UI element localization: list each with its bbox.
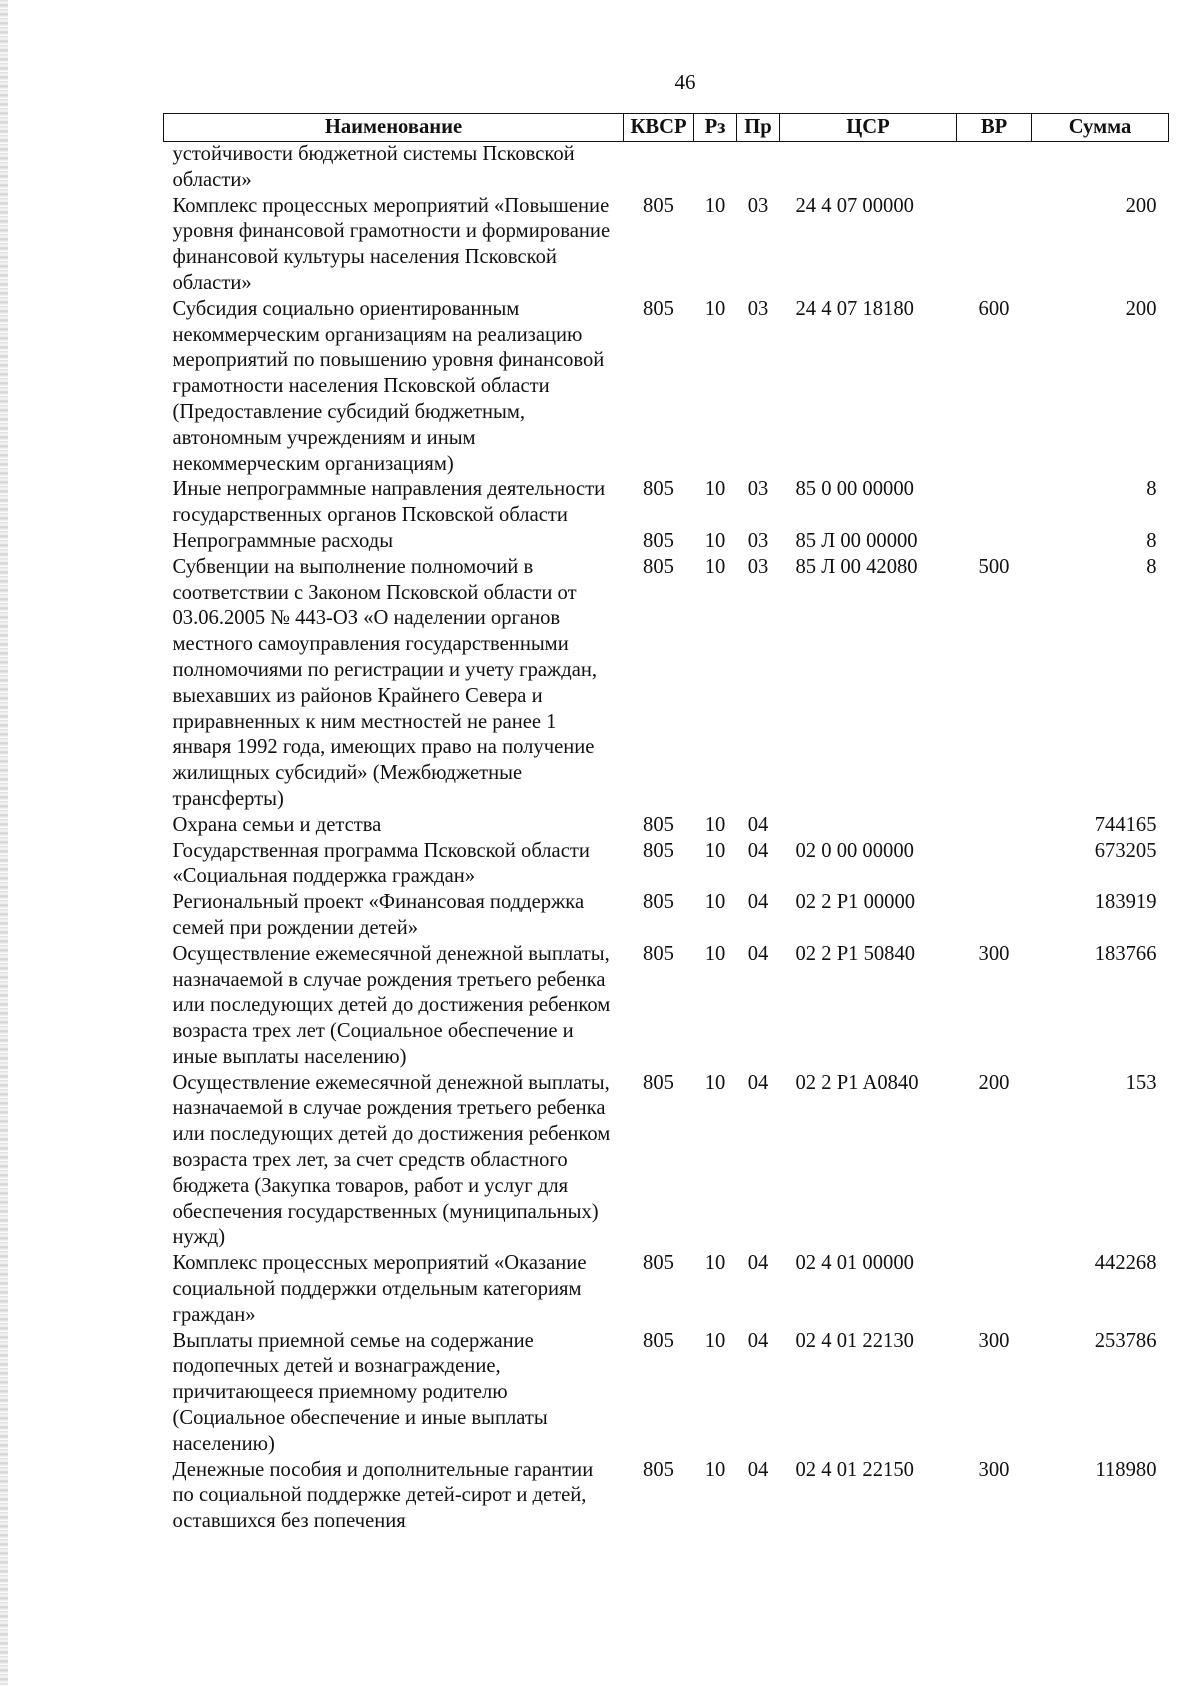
table-row (164, 555, 1169, 813)
row-kvsr: 805 (643, 478, 674, 501)
row-sum: 8 (1146, 529, 1157, 552)
row-sum: 200 (1125, 194, 1157, 217)
row-kvsr: 805 (643, 194, 674, 217)
table-row (164, 477, 1169, 529)
table-row (164, 529, 1169, 555)
row-rz: 10 (704, 1071, 726, 1094)
table-row (164, 839, 1169, 891)
row-vr: 300 (978, 1329, 1010, 1352)
row-pr: 03 (747, 529, 769, 552)
row-csr: 02 2 P1 A0840 (795, 1071, 919, 1094)
row-sum: 673205 (1094, 839, 1157, 862)
row-vr (957, 890, 1032, 942)
header-name: Наименование (164, 114, 624, 142)
row-kvsr: 805 (643, 942, 674, 965)
row-csr: 85 0 00 00000 (795, 478, 914, 501)
row-sum: 153 (1125, 1071, 1157, 1094)
row-name: Охрана семьи и детства (172, 813, 382, 836)
row-name: устойчивости бюджетной системы Псковской области» (172, 143, 575, 191)
row-csr: 02 4 01 22150 (795, 1458, 914, 1481)
row-vr (957, 142, 1032, 194)
row-pr: 04 (747, 1071, 769, 1094)
header-kvsr: КВСР (624, 114, 694, 142)
header-pr: Пр (737, 114, 780, 142)
row-kvsr: 805 (643, 1252, 674, 1275)
row-csr: 02 2 P1 00000 (795, 891, 916, 914)
row-rz: 10 (704, 942, 726, 965)
row-rz: 10 (704, 813, 726, 836)
row-csr: 85 Л 00 42080 (795, 555, 918, 578)
row-rz: 10 (704, 194, 726, 217)
row-vr (957, 1251, 1032, 1328)
row-sum: 200 (1125, 297, 1157, 320)
row-pr: 03 (747, 297, 769, 320)
row-sum: 253786 (1094, 1329, 1157, 1352)
row-pr: 04 (747, 942, 769, 965)
row-name: Комплекс процессных мероприятий «Оказание социальной поддержки отдельным категориям граждан» (172, 1252, 587, 1326)
row-csr (780, 813, 957, 839)
table-body (164, 142, 1169, 1536)
row-vr: 200 (978, 1071, 1010, 1094)
row-rz: 10 (704, 297, 726, 320)
row-kvsr: 805 (643, 1458, 674, 1481)
row-kvsr: 805 (643, 813, 674, 836)
row-name: Иные непрограммные направления деятельности государственных органов Псковской области (172, 478, 606, 527)
row-name: Субсидия социально ориентированным некоммерческим организациям на реализацию мероприятий по повышению уровня финансовой грамотности населения Псковской области (Предоставление субсидий бюджетным, автономным учреждениям и иным некоммерческим организациям) (172, 297, 605, 475)
header-rz: Рз (694, 114, 737, 142)
row-sum: 744165 (1094, 813, 1157, 836)
row-pr: 04 (747, 1252, 769, 1275)
row-csr: 24 4 07 00000 (795, 194, 914, 217)
row-vr (957, 839, 1032, 891)
table-row (164, 142, 1169, 194)
row-pr (737, 142, 780, 194)
row-name: Денежные пособия и дополнительные гарантии по социальной поддержке детей-сирот и детей, оставшихся без попечения (172, 1458, 594, 1533)
row-vr: 300 (978, 942, 1010, 965)
row-name: Субвенции на выполнение полномочий в соответствии с Законом Псковской области от 03.06.2005 № 443-ОЗ «О наделении органов местного самоуправления государственными полномочиями по регистрации и учету граждан, выехавших из районов Крайнего Севера и приравненных к ним местностей не ранее 1 января 1992 года, имеющих право на получение жилищных субсидий» (Межбюджетные трансферты) (172, 555, 598, 810)
row-name: Региональный проект «Финансовая поддержка семей при рождении детей» (172, 891, 585, 939)
row-name: Осуществление ежемесячной денежной выплаты, назначаемой в случае рождения третьего ребенка или последующих детей до достижения ребенком возраста трех лет, за счет средств областного бюджета (Закупка товаров, работ и услуг для обеспечения государственных (муниципальных) нужд) (172, 1071, 611, 1249)
row-rz (694, 142, 737, 194)
row-vr (957, 477, 1032, 529)
table-row (164, 1251, 1169, 1328)
row-pr: 04 (747, 813, 769, 836)
table-row (164, 1458, 1169, 1535)
header-sum: Сумма (1032, 114, 1169, 142)
page-number: 46 (674, 70, 696, 94)
row-rz: 10 (704, 1329, 726, 1352)
row-pr: 04 (747, 1329, 769, 1352)
row-csr: 02 4 01 22130 (795, 1329, 914, 1352)
row-csr: 02 4 01 00000 (795, 1252, 914, 1275)
row-rz: 10 (704, 1252, 726, 1275)
row-name: Непрограммные расходы (172, 529, 394, 552)
header-csr: ЦСР (780, 114, 957, 142)
row-sum: 8 (1146, 478, 1157, 501)
row-rz: 10 (704, 529, 726, 552)
budget-table (163, 113, 1169, 1535)
row-sum: 8 (1146, 555, 1157, 578)
row-rz: 10 (704, 891, 726, 914)
row-kvsr: 805 (643, 529, 674, 552)
row-name: Комплекс процессных мероприятий «Повышение уровня финансовой грамотности и формирование финансовой культуры населения Псковской области» (172, 194, 611, 294)
row-rz: 10 (704, 839, 726, 862)
table-row (164, 890, 1169, 942)
row-pr: 04 (747, 1458, 769, 1481)
row-sum: 183919 (1094, 891, 1157, 914)
table-row (164, 942, 1169, 1071)
row-pr: 04 (747, 891, 769, 914)
row-csr (780, 142, 957, 194)
row-kvsr (624, 142, 694, 194)
row-csr: 85 Л 00 00000 (795, 529, 918, 552)
row-kvsr: 805 (643, 1071, 674, 1094)
row-csr: 02 2 P1 50840 (795, 942, 916, 965)
row-name: Государственная программа Псковской области «Социальная поддержка граждан» (172, 839, 590, 888)
row-sum: 118980 (1095, 1458, 1157, 1481)
row-pr: 04 (747, 839, 769, 862)
row-csr: 24 4 07 18180 (795, 297, 914, 320)
row-vr (957, 194, 1032, 297)
row-kvsr: 805 (643, 1329, 674, 1352)
row-pr: 03 (747, 194, 769, 217)
table-row (164, 813, 1169, 839)
row-sum: 442268 (1094, 1252, 1157, 1275)
scan-edge-artifact (0, 0, 8, 1686)
table-row (164, 1329, 1169, 1458)
row-kvsr: 805 (643, 839, 674, 862)
table-row (164, 1071, 1169, 1252)
row-vr: 500 (978, 555, 1010, 578)
row-vr (957, 529, 1032, 555)
row-pr: 03 (747, 555, 769, 578)
table-row (164, 297, 1169, 478)
header-vr: ВР (957, 114, 1032, 142)
row-kvsr: 805 (643, 891, 674, 914)
row-name: Выплаты приемной семье на содержание подопечных детей и вознаграждение, причитающееся приемному родителю (Социальное обеспечение и иные выплаты населению) (172, 1329, 548, 1455)
table-row (164, 194, 1169, 297)
row-name: Осуществление ежемесячной денежной выплаты, назначаемой в случае рождения третьего ребенка или последующих детей до достижения ребенком возраста трех лет (Социальное обеспечение и иные выплаты населению) (172, 942, 611, 1068)
row-vr: 300 (978, 1458, 1010, 1481)
row-rz: 10 (704, 478, 726, 501)
row-vr: 600 (978, 297, 1010, 320)
table-header-row (164, 114, 1169, 142)
row-rz: 10 (704, 1458, 726, 1481)
row-vr (957, 813, 1032, 839)
row-kvsr: 805 (643, 297, 674, 320)
row-sum (1032, 142, 1169, 194)
row-csr: 02 0 00 00000 (795, 839, 914, 862)
row-kvsr: 805 (643, 555, 674, 578)
row-pr: 03 (747, 478, 769, 501)
row-sum: 183766 (1094, 942, 1157, 965)
row-rz: 10 (704, 555, 726, 578)
